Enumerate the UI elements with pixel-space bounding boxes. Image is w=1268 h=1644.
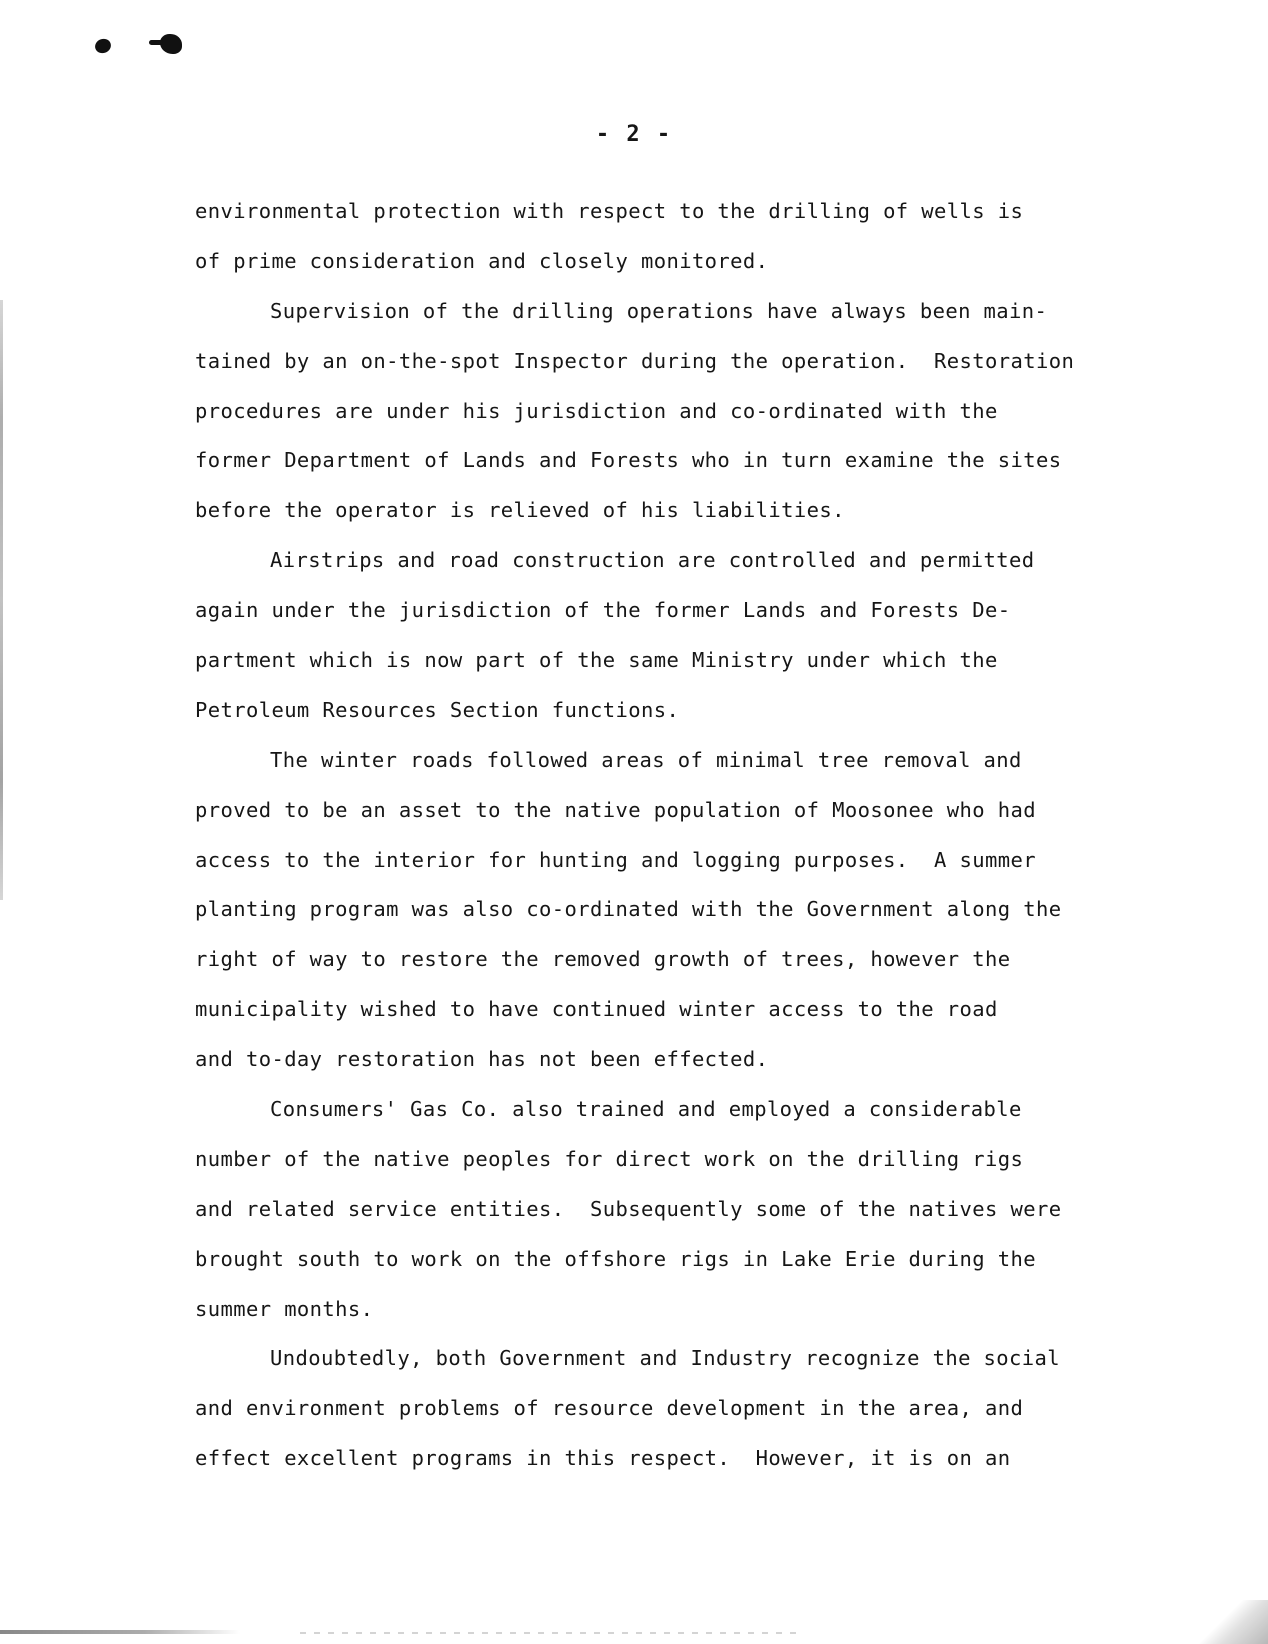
- text-line: partment which is now part of the same Ministry under which the: [195, 648, 998, 673]
- page-number: - 2 -: [595, 122, 673, 147]
- text-line: planting program was also co-ordinated with the Government along the: [195, 897, 1062, 922]
- text-line: former Department of Lands and Forests who in turn examine the sites: [195, 448, 1062, 473]
- text-line: environmental protection with respect to the drilling of wells is: [195, 199, 1024, 223]
- text-line: number of the native peoples for direct work on the drilling rigs: [195, 1146, 1024, 1171]
- text-line: right of way to restore the removed growth of trees, however the: [195, 947, 1011, 972]
- scan-blot: [149, 40, 163, 45]
- text-line: effect excellent programs in this respect. However, it is on an: [195, 1446, 1011, 1471]
- scan-corner: [1195, 1600, 1268, 1644]
- scan-blot: [160, 34, 182, 54]
- scan-edge-bottom: [0, 1630, 240, 1634]
- scan-blot: [93, 37, 113, 56]
- text-line: Supervision of the drilling operations have always been main-: [270, 298, 1048, 323]
- scan-edge-bottom: [300, 1632, 800, 1634]
- text-line: procedures are under his jurisdiction and co-ordinated with the: [195, 398, 998, 423]
- text-line: Airstrips and road construction are controlled and permitted: [270, 548, 1035, 573]
- text-line: again under the jurisdiction of the former Lands and Forests De-: [195, 598, 1011, 623]
- text-line: and related service entities. Subsequently some of the natives were: [195, 1196, 1062, 1221]
- text-line: The winter roads followed areas of minimal tree removal and: [270, 747, 1022, 772]
- text-line: Consumers' Gas Co. also trained and employed a considerable: [270, 1097, 1022, 1122]
- text-line: and environment problems of resource development in the area, and: [195, 1396, 1024, 1421]
- text-line: access to the interior for hunting and logging purposes. A summer: [195, 847, 1036, 872]
- text-line: summer months.: [195, 1296, 374, 1321]
- text-line: before the operator is relieved of his liabilities.: [195, 498, 845, 523]
- text-line: municipality wished to have continued winter access to the road: [195, 997, 998, 1022]
- text-line: of prime consideration and closely monitored.: [195, 248, 769, 273]
- text-line: proved to be an asset to the native population of Moosonee who had: [195, 797, 1036, 822]
- text-line: tained by an on-the-spot Inspector during the operation. Restoration: [195, 348, 1075, 373]
- body-text: [195, 196, 1075, 1493]
- text-line: Undoubtedly, both Government and Industry recognize the social: [270, 1346, 1061, 1371]
- scan-edge-left: [0, 300, 3, 900]
- text-line: Petroleum Resources Section functions.: [195, 697, 680, 722]
- text-line: and to-day restoration has not been effected.: [195, 1047, 769, 1072]
- text-line: brought south to work on the offshore rigs in Lake Erie during the: [195, 1246, 1036, 1271]
